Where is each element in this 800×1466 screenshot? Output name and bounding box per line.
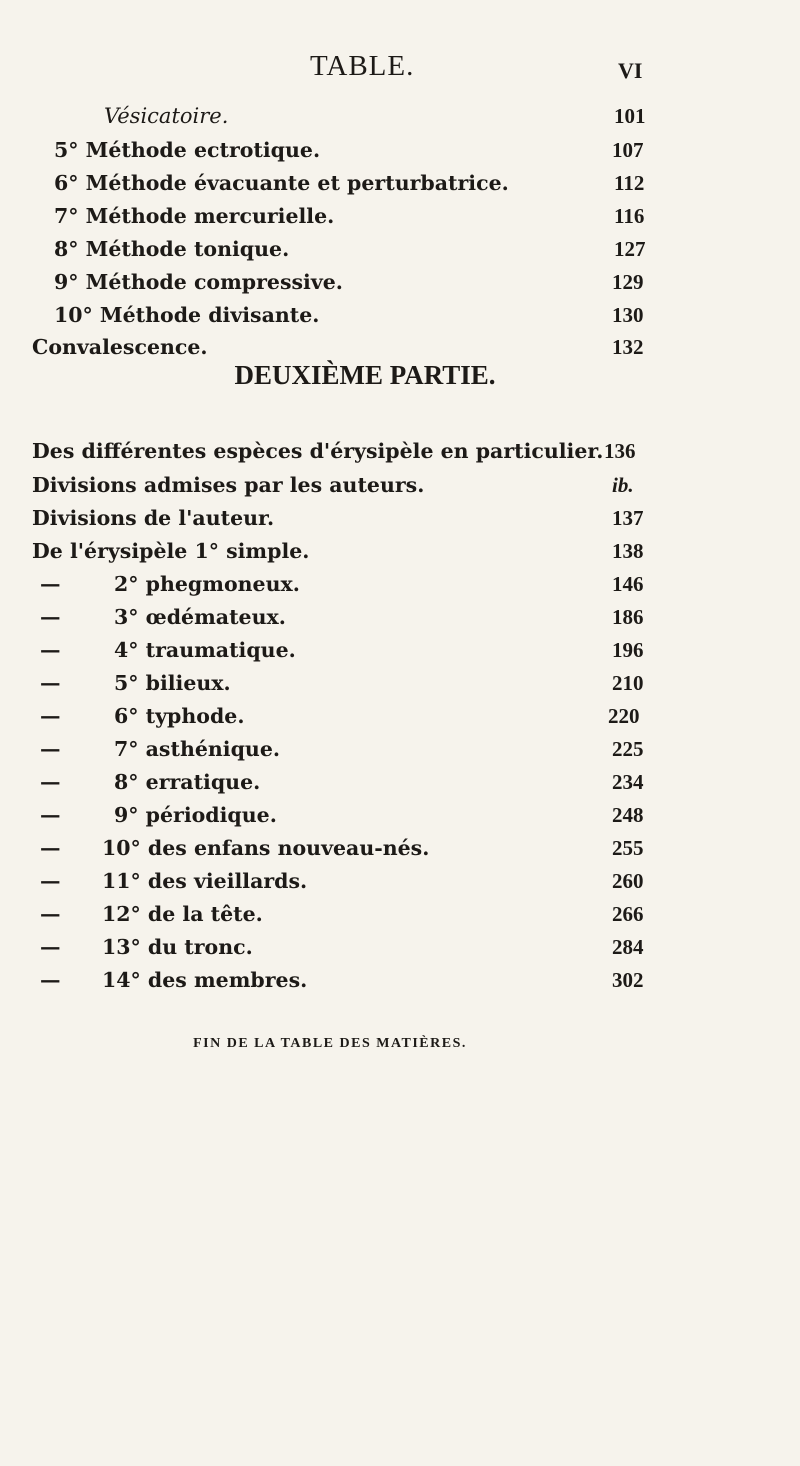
toc-page-number: 107 xyxy=(612,138,644,162)
toc-page-number: 210 xyxy=(612,671,644,695)
toc-entry-label: 4° traumatique. xyxy=(114,638,296,662)
toc-page-number: 138 xyxy=(612,539,644,563)
toc-entry-label: 14° des membres. xyxy=(102,968,308,992)
toc-page-number: 266 xyxy=(612,902,644,926)
toc-sub-row xyxy=(0,902,800,936)
toc-row xyxy=(0,204,800,238)
toc-page-number: 101 xyxy=(614,104,646,128)
toc-entry-label: 10° des enfans nouveau-nés. xyxy=(102,836,430,860)
ditto-dash: — xyxy=(40,737,61,761)
toc-entry-label: 8° erratique. xyxy=(114,770,261,794)
toc-entry-label: Divisions admises par les auteurs. xyxy=(32,473,425,497)
toc-row xyxy=(0,270,800,304)
toc-row xyxy=(0,473,800,507)
toc-sub-row xyxy=(0,704,800,738)
toc-row xyxy=(0,539,800,573)
toc-page-number: 186 xyxy=(612,605,644,629)
toc-page-number: 196 xyxy=(612,638,644,662)
toc-page-number: 132 xyxy=(612,335,644,359)
toc-sub-row xyxy=(0,770,800,804)
toc-entry-label: Divisions de l'auteur. xyxy=(32,506,275,530)
toc-page-number: 225 xyxy=(612,737,644,761)
toc-row xyxy=(0,104,800,138)
ditto-dash: — xyxy=(40,770,61,794)
toc-sub-row xyxy=(0,737,800,771)
toc-page-number: 137 xyxy=(612,506,644,530)
toc-entry-label: 10° Méthode divisante. xyxy=(54,303,320,327)
toc-sub-row xyxy=(0,572,800,606)
toc-entry-label: 9° périodique. xyxy=(114,803,277,827)
toc-sub-row xyxy=(0,869,800,903)
toc-page-number: 260 xyxy=(612,869,644,893)
toc-sub-row xyxy=(0,968,800,1002)
ditto-dash: — xyxy=(40,638,61,662)
toc-page-number: 302 xyxy=(612,968,644,992)
toc-entry-label: 7° asthénique. xyxy=(114,737,281,761)
toc-sub-row xyxy=(0,803,800,837)
ditto-dash: — xyxy=(40,968,61,992)
ditto-dash: — xyxy=(40,902,61,926)
toc-page-number: 112 xyxy=(614,171,645,195)
toc-sub-row xyxy=(0,671,800,705)
toc-entry-label: 5° bilieux. xyxy=(114,671,231,695)
toc-sub-row xyxy=(0,605,800,639)
toc-entry-label: 2° phegmoneux. xyxy=(114,572,300,596)
toc-entry-label: 8° Méthode tonique. xyxy=(54,237,290,261)
toc-sub-row xyxy=(0,638,800,672)
toc-entry-label: De l'érysipèle 1° simple. xyxy=(32,539,310,563)
toc-entry-label: Convalescence. xyxy=(32,335,208,359)
toc-page-number: ib. xyxy=(612,473,634,497)
toc-page-number: 146 xyxy=(612,572,644,596)
toc-row xyxy=(0,439,800,473)
page-folio: VI xyxy=(618,58,643,83)
toc-entry-label: 12° de la tête. xyxy=(102,902,263,926)
ditto-dash: — xyxy=(40,803,61,827)
toc-sub-row xyxy=(0,935,800,969)
toc-entry-label: 3° œdémateux. xyxy=(114,605,286,629)
page-title: TABLE. xyxy=(310,50,415,82)
toc-entry-label: 11° des vieillards. xyxy=(102,869,308,893)
toc-page-number: 234 xyxy=(612,770,644,794)
ditto-dash: — xyxy=(40,836,61,860)
toc-entry-label: 7° Méthode mercurielle. xyxy=(54,204,335,228)
toc-page-number: 284 xyxy=(612,935,644,959)
toc-page-number: 220 xyxy=(608,704,640,728)
toc-row xyxy=(0,171,800,205)
toc-entry-label: 6° Méthode évacuante et perturbatrice. xyxy=(54,171,509,195)
toc-entry-label: 6° typhode. xyxy=(114,704,245,728)
toc-entry-label: 13° du tronc. xyxy=(102,935,253,959)
toc-page-number: 248 xyxy=(612,803,644,827)
ditto-dash: — xyxy=(40,572,61,596)
page-header xyxy=(0,50,800,92)
toc-entry-label: Des différentes espèces d'érysipèle en particulier. xyxy=(32,439,604,463)
toc-page-number: 130 xyxy=(612,303,644,327)
toc-row xyxy=(0,237,800,271)
end-of-table-note: FIN DE LA TABLE DES MATIÈRES. xyxy=(193,1036,467,1051)
toc-row xyxy=(0,303,800,337)
toc-entry-label: 5° Méthode ectrotique. xyxy=(54,138,321,162)
toc-page-number: 255 xyxy=(612,836,644,860)
ditto-dash: — xyxy=(40,869,61,893)
toc-row xyxy=(0,506,800,540)
section-heading: DEUXIÈME PARTIE. xyxy=(234,360,496,390)
toc-sub-row xyxy=(0,836,800,870)
ditto-dash: — xyxy=(40,704,61,728)
toc-row xyxy=(0,138,800,172)
ditto-dash: — xyxy=(40,671,61,695)
toc-page-number: 136 xyxy=(604,439,636,463)
ditto-dash: — xyxy=(40,935,61,959)
toc-entry-label: 9° Méthode compressive. xyxy=(54,270,343,294)
ditto-dash: — xyxy=(40,605,61,629)
toc-page-number: 129 xyxy=(612,270,644,294)
toc-page-number: 127 xyxy=(614,237,646,261)
toc-subtitle: Vésicatoire. xyxy=(104,104,229,128)
toc-page-number: 116 xyxy=(614,204,645,228)
